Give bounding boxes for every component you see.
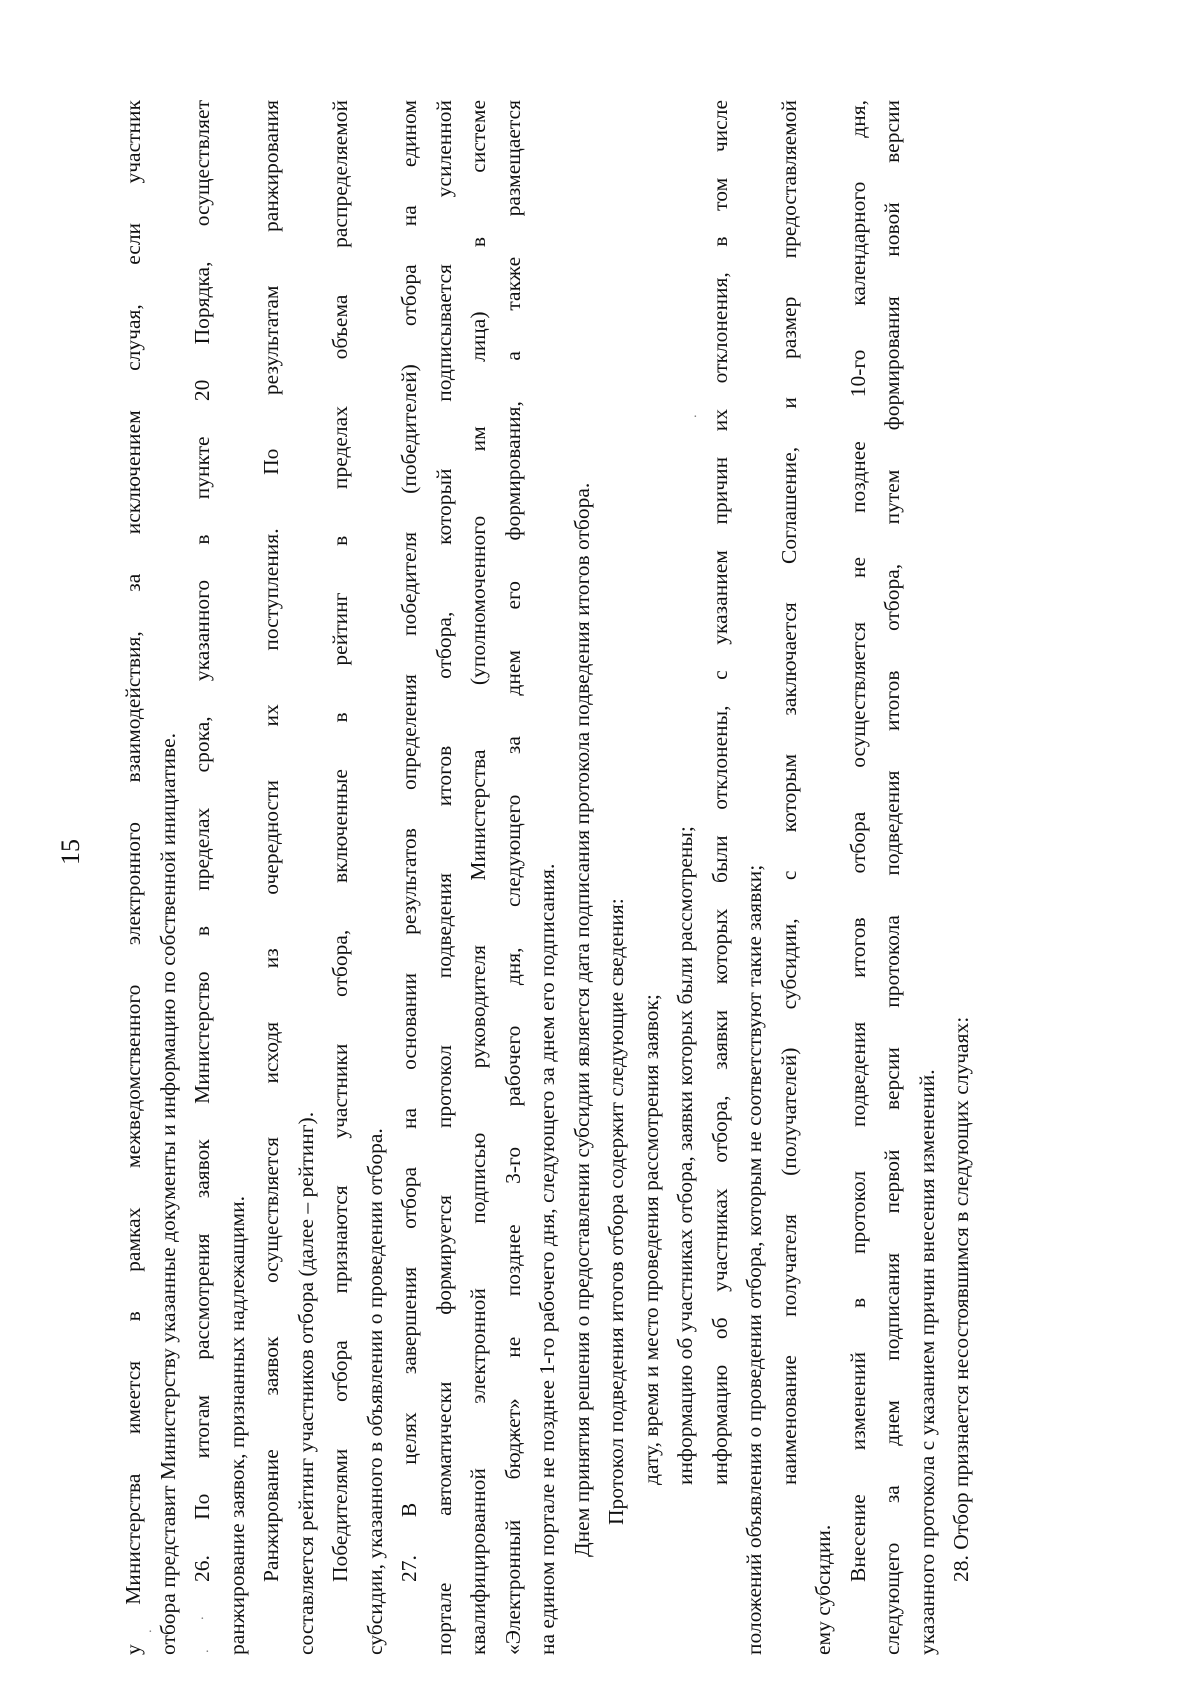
scan-speck: ·: [148, 1625, 153, 1640]
scan-speck: ·: [205, 1645, 210, 1660]
text-line: Протокол подведения итогов отбора содержит следующие сведения:: [604, 898, 628, 1525]
text-line: 27. В целях завершения отбора на основании результатов определения победителя (победителей) отбора на едином: [397, 100, 421, 1582]
text-line: информацию об участниках отбора, заявки которых были рассмотрены;: [673, 826, 697, 1485]
text-line: Внесение изменений в протокол подведения итогов отбора осуществляется не позднее 10-го календарного дня,: [845, 100, 870, 1582]
page-number: 15: [56, 839, 85, 865]
text-line: указанного протокола с указанием причин внесения изменений.: [914, 1069, 939, 1655]
text-line: портале автоматически формируется протокол подведения итогов отбора, который подписывается усиленной: [431, 100, 456, 1655]
text-line: ранжирование заявок, признанных надлежащими.: [224, 1196, 249, 1655]
text-line: информацию об участниках отбора, заявки которых были отклонены, с указанием причин их отклонения, в том числе: [707, 100, 732, 1485]
text-line: Ранжирование заявок осуществляется исходя из очередности их поступления. По результатам ранжирования: [259, 100, 283, 1582]
text-line: 28. Отбор признается несостоявшимся в следующих случаях:: [949, 1016, 973, 1582]
text-line: отбора представит Министерству указанные документы и информацию по собственной инициативе.: [155, 732, 180, 1655]
text-line: следующего за днем подписания первой версии протокола подведения итогов отбора, путем формирования новой версии: [880, 100, 904, 1655]
text-line: квалифицированной электронной подписью руководителя Министерства (уполномоченного им лица) в системе: [466, 100, 490, 1655]
text-line: Победителями отбора признаются участники отбора, включенные в рейтинг в пределах объема распределяемой: [328, 100, 352, 1582]
scan-speck: ·: [693, 410, 698, 425]
text-line: у Министерства имеется в рамках межведомственного электронного взаимодействия, за исключением случая, если участник: [121, 100, 145, 1655]
text-line: ему субсидии.: [811, 1524, 835, 1655]
text-line: «Электронный бюджет» не позднее 3-го рабочего дня, следующего за днем его формирования, а также размещается: [500, 100, 525, 1655]
text-line: Днем принятия решения о предоставлении субсидии является дата подписания протокола подведения итогов отбора.: [569, 482, 594, 1557]
scan-speck: ·: [200, 1612, 205, 1627]
text-line: составляется рейтинг участников отбора (далее – рейтинг).: [293, 1111, 318, 1655]
text-line: дату, время и место проведения рассмотрения заявок;: [638, 994, 663, 1485]
text-line: 26. По итогам рассмотрения заявок Министерство в пределах срока, указанного в пункте 20 Порядка, осуществляет: [190, 100, 214, 1582]
text-line: положений объявления о проведении отбора, которым не соответствуют такие заявки;: [742, 864, 766, 1655]
text-line: субсидии, указанного в объявлении о проведении отбора.: [362, 1128, 387, 1655]
text-line: на едином портале не позднее 1-го рабочего дня, следующего за днем его подписания.: [535, 863, 559, 1655]
document-body: [116, 100, 979, 1655]
text-line: наименование получателя (получателей) субсидии, с которым заключается Соглашение, и размер предоставляемой: [776, 100, 801, 1485]
